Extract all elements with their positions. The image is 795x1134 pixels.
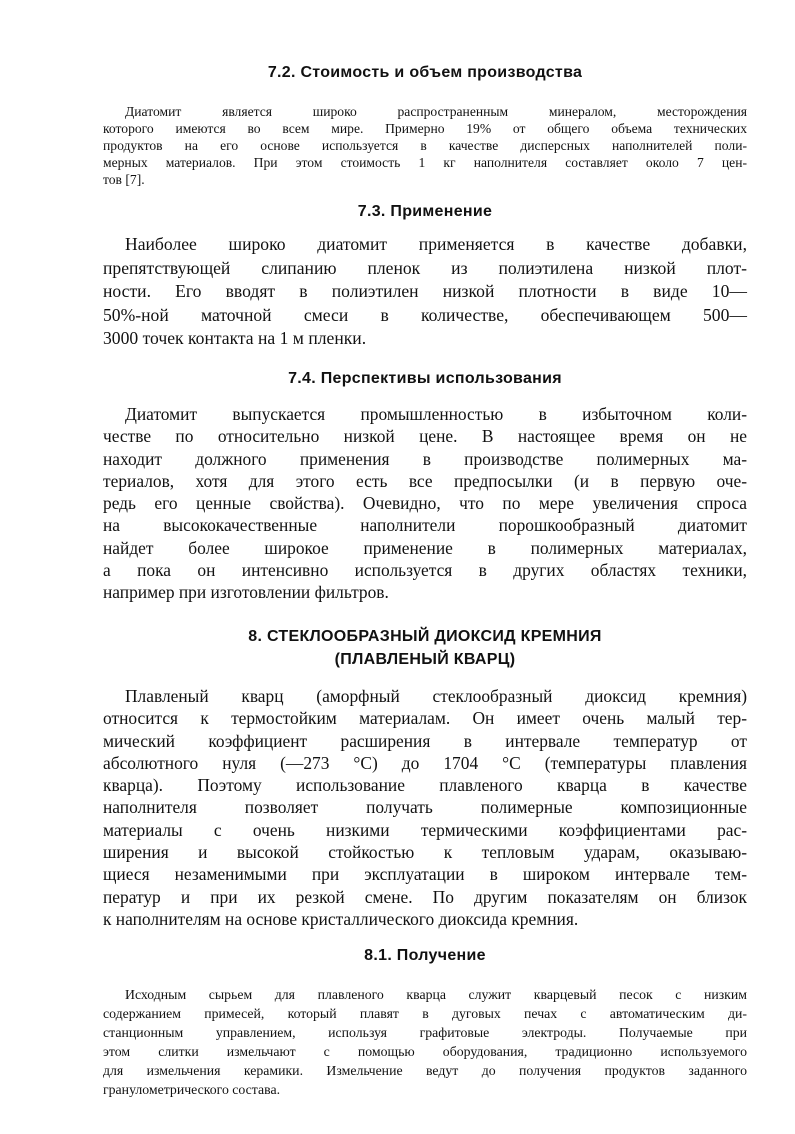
text-line: Наиболее широко диатомит применяется в качестве добавки, (125, 234, 747, 254)
text-line: для измельчения керамики. Измельчение ведут до получения продуктов заданного (103, 1063, 747, 1078)
paragraph-8 (103, 685, 747, 930)
text-line: наполнителя позволяет получать полимерные композиционные (103, 797, 747, 818)
text-line: мерных материалов. При этом стоимость 1 кг наполнителя составляет около 7 цен- (103, 155, 747, 170)
heading-8-line1: 8. СТЕКЛООБРАЗНЫЙ ДИОКСИД КРЕМНИЯ (248, 628, 602, 645)
text-line: Диатомит выпускается промышленностью в избыточном коли- (125, 404, 747, 424)
text-line: материалы с очень низкими термическими коэффициентами рас- (103, 819, 747, 840)
text-line: териалов, хотя для этого есть все предпосылки (и в первую оче- (103, 470, 747, 491)
text-line: кварца). Поэтому использование плавленого кварца в качестве (103, 775, 747, 796)
text-line: редь его ценные свойства). Очевидно, что по мере увеличения спроса (103, 493, 747, 514)
text-line: абсолютного нуля (—273 °С) до 1704 °С (температуры плавления (103, 752, 747, 773)
text-line: которого имеются во всем мире. Примерно 19% от общего объема технических (103, 121, 747, 136)
text-line: найдет более широкое применение в полимерных материалах, (103, 537, 747, 558)
text-line: мический коэффициент расширения в интервале температур от (103, 730, 747, 751)
text-line: Плавленый кварц (аморфный стеклообразный диоксид кремния) (125, 686, 747, 706)
text-line: препятствующей слипанию пленок из полиэтилена низкой плот- (103, 257, 747, 278)
heading-7-3: 7.3. Применение (357, 203, 493, 220)
text-line: содержанием примесей, который плавят в дуговых печах с автоматическим ди- (103, 1006, 747, 1021)
text-line: на высококачественные наполнители порошкообразный диатомит (103, 515, 747, 536)
text-line: Исходным сырьем для плавленого кварца служит кварцевый песок с низким (125, 987, 747, 1002)
heading-7-2: 7.2. Стоимость и объем производства (267, 64, 583, 81)
heading-7-4: 7.4. Перспективы использования (288, 370, 562, 387)
text-line: к наполнителям на основе кристаллического диоксида кремния. (103, 908, 579, 929)
paragraph-8-1 (103, 985, 747, 1099)
text-line: тов [7]. (103, 172, 145, 187)
heading-8-1: 8.1. Получение (364, 947, 486, 964)
paragraph-7-2 (103, 103, 747, 188)
paragraph-7-4 (103, 403, 747, 604)
text-line: продуктов на его основе используется в качестве дисперсных наполнителей поли- (103, 138, 747, 153)
text-line: 50%-ной маточной смеси в количестве, обеспечивающем 500— (103, 304, 747, 325)
text-line: станционным управлением, используя графитовые электроды. Получаемые при (103, 1025, 747, 1040)
text-line: 3000 точек контакта на 1 м пленки. (103, 328, 367, 349)
paragraph-7-3 (103, 233, 747, 351)
text-line: щиеся незаменимыми при эксплуатации в широком интервале тем- (103, 864, 747, 885)
text-line: честве по относительно низкой цене. В настоящее время он не (103, 426, 747, 447)
text-line: ширения и высокой стойкостью к тепловым ударам, оказываю- (103, 842, 747, 863)
text-line: гранулометрического состава. (103, 1082, 281, 1097)
text-line: например при изготовлении фильтров. (103, 582, 389, 603)
heading-8-line2: (ПЛАВЛЕНЫЙ КВАРЦ) (334, 651, 516, 668)
text-line: ператур и при их резкой смене. По другим показателям он близок (103, 886, 747, 907)
text-line: а пока он интенсивно используется в других областях техники, (103, 560, 747, 581)
text-line: ности. Его вводят в полиэтилен низкой плотности в виде 10— (103, 281, 747, 302)
text-line: находит должного применения в производстве полимерных ма- (103, 448, 747, 469)
text-line: относится к термостойким материалам. Он имеет очень малый тер- (103, 708, 747, 729)
text-line: Диатомит является широко распространенным минералом, месторождения (125, 104, 747, 119)
text-line: этом слитки измельчают с помощью оборудования, традиционно используемого (103, 1044, 747, 1059)
